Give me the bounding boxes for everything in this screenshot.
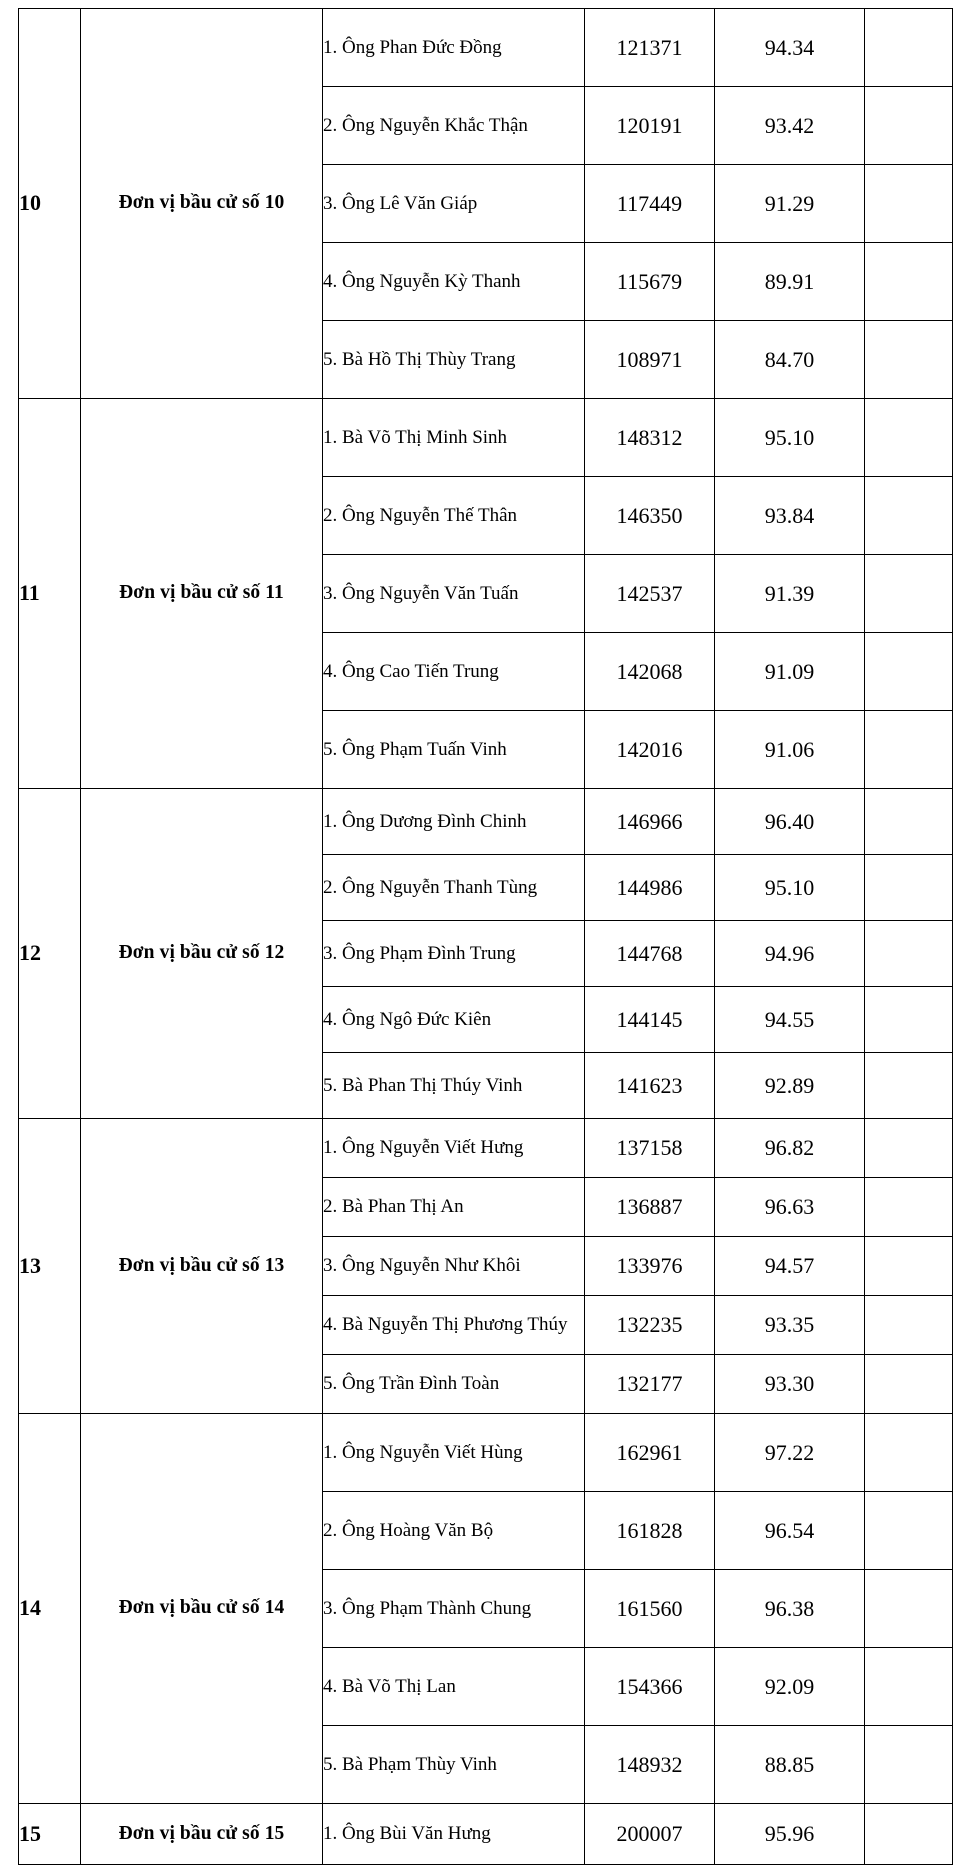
cell-percent: 93.42: [715, 87, 865, 165]
cell-stt: 14: [19, 1414, 81, 1804]
cell-percent: 91.39: [715, 555, 865, 633]
cell-note: [865, 243, 953, 321]
cell-votes: 146966: [585, 789, 715, 855]
cell-stt: 12: [19, 789, 81, 1119]
table-row: [19, 399, 953, 477]
cell-candidate-name: 3. Ông Lê Văn Giáp: [323, 165, 585, 243]
cell-votes: 133976: [585, 1237, 715, 1296]
cell-note: [865, 1414, 953, 1492]
cell-votes: 146350: [585, 477, 715, 555]
cell-percent: 88.85: [715, 1726, 865, 1804]
table-body: [19, 9, 953, 1865]
cell-stt: 10: [19, 9, 81, 399]
cell-unit: Đơn vị bầu cử số 13: [81, 1119, 323, 1414]
cell-note: [865, 1804, 953, 1865]
cell-votes: 144145: [585, 987, 715, 1053]
cell-percent: 92.09: [715, 1648, 865, 1726]
cell-note: [865, 1178, 953, 1237]
cell-votes: 144986: [585, 855, 715, 921]
table-row: [19, 1414, 953, 1492]
cell-note: [865, 321, 953, 399]
table-row: [19, 9, 953, 87]
cell-votes: 141623: [585, 1053, 715, 1119]
cell-unit: Đơn vị bầu cử số 11: [81, 399, 323, 789]
cell-votes: 142537: [585, 555, 715, 633]
cell-candidate-name: 4. Ông Ngô Đức Kiên: [323, 987, 585, 1053]
cell-votes: 132235: [585, 1296, 715, 1355]
cell-percent: 96.82: [715, 1119, 865, 1178]
cell-candidate-name: 1. Bà Võ Thị Minh Sinh: [323, 399, 585, 477]
cell-percent: 92.89: [715, 1053, 865, 1119]
cell-percent: 96.63: [715, 1178, 865, 1237]
cell-candidate-name: 5. Bà Hồ Thị Thùy Trang: [323, 321, 585, 399]
cell-note: [865, 1570, 953, 1648]
cell-percent: 95.96: [715, 1804, 865, 1865]
cell-stt: 13: [19, 1119, 81, 1414]
cell-candidate-name: 2. Ông Nguyễn Khắc Thận: [323, 87, 585, 165]
cell-percent: 91.29: [715, 165, 865, 243]
cell-percent: 97.22: [715, 1414, 865, 1492]
cell-votes: 136887: [585, 1178, 715, 1237]
cell-percent: 93.30: [715, 1355, 865, 1414]
cell-candidate-name: 5. Ông Trần Đình Toàn: [323, 1355, 585, 1414]
cell-percent: 84.70: [715, 321, 865, 399]
cell-candidate-name: 5. Ông Phạm Tuấn Vinh: [323, 711, 585, 789]
cell-percent: 93.35: [715, 1296, 865, 1355]
cell-stt: 11: [19, 399, 81, 789]
cell-votes: 108971: [585, 321, 715, 399]
cell-percent: 89.91: [715, 243, 865, 321]
cell-percent: 93.84: [715, 477, 865, 555]
cell-note: [865, 987, 953, 1053]
cell-note: [865, 555, 953, 633]
cell-votes: 148312: [585, 399, 715, 477]
cell-candidate-name: 5. Bà Phạm Thùy Vinh: [323, 1726, 585, 1804]
cell-candidate-name: 2. Ông Nguyễn Thế Thân: [323, 477, 585, 555]
cell-note: [865, 1648, 953, 1726]
cell-percent: 94.57: [715, 1237, 865, 1296]
cell-percent: 96.54: [715, 1492, 865, 1570]
cell-candidate-name: 2. Bà Phan Thị An: [323, 1178, 585, 1237]
cell-unit: Đơn vị bầu cử số 15: [81, 1804, 323, 1865]
cell-candidate-name: 1. Ông Bùi Văn Hưng: [323, 1804, 585, 1865]
cell-unit: Đơn vị bầu cử số 10: [81, 9, 323, 399]
cell-votes: 121371: [585, 9, 715, 87]
table-row: [19, 789, 953, 855]
cell-candidate-name: 3. Ông Phạm Đình Trung: [323, 921, 585, 987]
cell-votes: 161560: [585, 1570, 715, 1648]
cell-votes: 144768: [585, 921, 715, 987]
cell-candidate-name: 4. Ông Nguyễn Kỳ Thanh: [323, 243, 585, 321]
cell-note: [865, 921, 953, 987]
cell-note: [865, 1355, 953, 1414]
cell-note: [865, 1053, 953, 1119]
cell-candidate-name: 2. Ông Hoàng Văn Bộ: [323, 1492, 585, 1570]
cell-votes: 115679: [585, 243, 715, 321]
cell-note: [865, 1119, 953, 1178]
table-row: [19, 1119, 953, 1178]
cell-votes: 161828: [585, 1492, 715, 1570]
cell-unit: Đơn vị bầu cử số 12: [81, 789, 323, 1119]
cell-votes: 148932: [585, 1726, 715, 1804]
cell-votes: 200007: [585, 1804, 715, 1865]
cell-candidate-name: 4. Ông Cao Tiến Trung: [323, 633, 585, 711]
cell-note: [865, 711, 953, 789]
cell-candidate-name: 4. Bà Nguyễn Thị Phương Thúy: [323, 1296, 585, 1355]
cell-note: [865, 1726, 953, 1804]
cell-note: [865, 855, 953, 921]
cell-candidate-name: 1. Ông Dương Đình Chinh: [323, 789, 585, 855]
cell-votes: 117449: [585, 165, 715, 243]
cell-votes: 142068: [585, 633, 715, 711]
cell-note: [865, 9, 953, 87]
cell-candidate-name: 2. Ông Nguyễn Thanh Tùng: [323, 855, 585, 921]
election-results-table: [18, 8, 953, 1865]
cell-percent: 94.34: [715, 9, 865, 87]
cell-note: [865, 1296, 953, 1355]
cell-stt: 15: [19, 1804, 81, 1865]
cell-votes: 142016: [585, 711, 715, 789]
cell-percent: 91.09: [715, 633, 865, 711]
cell-note: [865, 1492, 953, 1570]
cell-votes: 154366: [585, 1648, 715, 1726]
cell-candidate-name: 3. Ông Nguyễn Văn Tuấn: [323, 555, 585, 633]
cell-percent: 95.10: [715, 855, 865, 921]
cell-candidate-name: 1. Ông Nguyễn Viết Hùng: [323, 1414, 585, 1492]
cell-candidate-name: 4. Bà Võ Thị Lan: [323, 1648, 585, 1726]
cell-note: [865, 399, 953, 477]
cell-note: [865, 87, 953, 165]
cell-note: [865, 477, 953, 555]
cell-percent: 94.96: [715, 921, 865, 987]
cell-note: [865, 1237, 953, 1296]
cell-votes: 132177: [585, 1355, 715, 1414]
cell-note: [865, 633, 953, 711]
cell-percent: 94.55: [715, 987, 865, 1053]
cell-candidate-name: 3. Ông Phạm Thành Chung: [323, 1570, 585, 1648]
cell-candidate-name: 1. Ông Nguyễn Viết Hưng: [323, 1119, 585, 1178]
cell-votes: 137158: [585, 1119, 715, 1178]
cell-note: [865, 165, 953, 243]
cell-votes: 162961: [585, 1414, 715, 1492]
table-row: [19, 1804, 953, 1865]
cell-candidate-name: 3. Ông Nguyễn Như Khôi: [323, 1237, 585, 1296]
cell-percent: 96.40: [715, 789, 865, 855]
cell-note: [865, 789, 953, 855]
cell-unit: Đơn vị bầu cử số 14: [81, 1414, 323, 1804]
cell-percent: 95.10: [715, 399, 865, 477]
cell-votes: 120191: [585, 87, 715, 165]
cell-candidate-name: 1. Ông Phan Đức Đồng: [323, 9, 585, 87]
cell-percent: 96.38: [715, 1570, 865, 1648]
cell-percent: 91.06: [715, 711, 865, 789]
cell-candidate-name: 5. Bà Phan Thị Thúy Vinh: [323, 1053, 585, 1119]
